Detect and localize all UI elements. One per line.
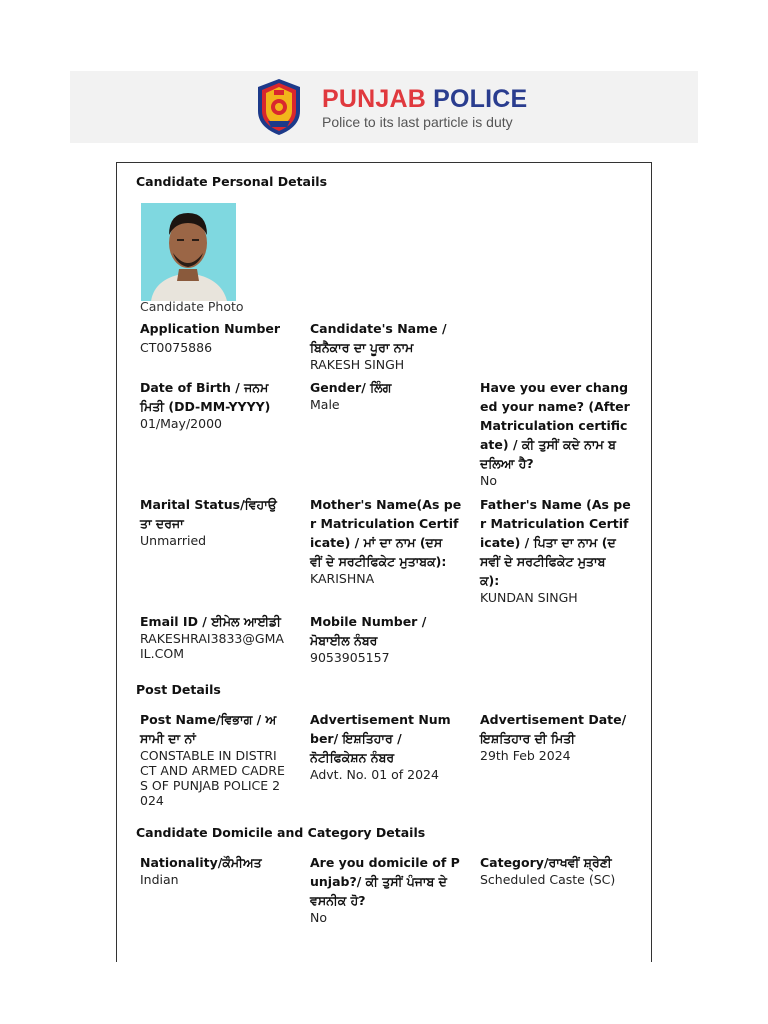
email-label: Email ID / ਈਮੇਲ ਆਈਡੀ	[140, 614, 281, 629]
candidate-photo-image	[141, 203, 236, 301]
mobile-field	[310, 612, 426, 665]
mother-name-label: r Matriculation Certif	[310, 516, 459, 531]
domicile-label: ਵਸਨੀਕ ਹੋ?	[310, 893, 366, 908]
adv-date-value: 29th Feb 2024	[480, 748, 571, 763]
post-name-value: CT AND ARMED CADRE	[140, 763, 285, 778]
father-name-label: Father's Name (As pe	[480, 497, 631, 512]
adv-number-value: Advt. No. 01 of 2024	[310, 767, 439, 782]
nationality-label: Nationality/ਕੌਮੀਅਤ	[140, 855, 262, 870]
mobile-value: 9053905157	[310, 650, 390, 665]
adv-number-label: Advertisement Num	[310, 712, 451, 727]
brand-title-police: POLICE	[433, 85, 528, 113]
post-section-title: Post Details	[136, 682, 221, 697]
mother-name-label: ਵੀਂ ਦੇ ਸਰਟੀਫਿਕੇਟ ਮੁਤਾਬਕ):	[310, 554, 447, 569]
post-name-field	[140, 710, 285, 808]
post-name-value: CONSTABLE IN DISTRI	[140, 748, 277, 763]
application-number-label: Application Number	[140, 321, 281, 336]
gender-label: Gender/ ਲਿੰਗ	[310, 380, 392, 395]
category-value: Scheduled Caste (SC)	[480, 872, 616, 887]
domicile-value: No	[310, 910, 327, 925]
email-value: RAKESHRAI3833@GMA	[140, 631, 284, 646]
father-name-label: r Matriculation Certif	[480, 516, 629, 531]
name-changed-label: Have you ever chang	[480, 380, 629, 395]
adv-number-field	[310, 710, 451, 782]
email-field	[140, 612, 284, 661]
marital-status-value: Unmarried	[140, 533, 207, 548]
post-name-value: S OF PUNJAB POLICE 2	[140, 778, 281, 793]
mobile-label: ਮੋਬਾਈਲ ਨੰਬਰ	[310, 633, 378, 648]
name-changed-label: ed your name? (After	[480, 399, 630, 414]
dob-label: ਮਿਤੀ (DD-MM-YYYY)	[140, 399, 271, 414]
nationality-value: Indian	[140, 872, 179, 887]
brand-title	[322, 85, 527, 114]
name-changed-label: ate) / ਕੀ ਤੁਸੀਂ ਕਦੇ ਨਾਮ ਬ	[480, 437, 616, 452]
category-field	[480, 853, 615, 887]
photo-caption: Candidate Photo	[140, 299, 244, 314]
mother-name-value: KARISHNA	[310, 571, 375, 586]
application-number-value: CT0075886	[140, 340, 213, 355]
nationality-field	[140, 853, 262, 887]
post-name-label: Post Name/ਵਿਭਾਗ / ਅ	[140, 712, 277, 727]
email-value: IL.COM	[140, 646, 184, 661]
marital-status-label: ਤਾ ਦਰਜਾ	[140, 516, 184, 531]
father-name-label: ਸਵੀਂ ਦੇ ਸਰਟੀਫਿਕੇਟ ਮੁਤਾਬ	[480, 554, 606, 569]
name-changed-value: No	[480, 473, 497, 488]
dob-value: 01/May/2000	[140, 416, 222, 431]
gender-field	[310, 378, 391, 412]
name-changed-label: Matriculation certific	[480, 418, 628, 433]
brand-tagline: Police to its last particle is duty	[322, 114, 513, 130]
father-name-value: KUNDAN SINGH	[480, 590, 578, 605]
post-name-label: ਸਾਮੀ ਦਾ ਨਾਂ	[140, 731, 196, 746]
adv-date-label: ਇਸ਼ਤਿਹਾਰ ਦੀ ਮਿਤੀ	[480, 731, 575, 746]
gender-value: Male	[310, 397, 340, 412]
adv-date-field	[480, 710, 626, 763]
adv-number-label: ber/ ਇਸ਼ਤਿਹਾਰ /	[310, 731, 402, 746]
name-changed-field	[480, 378, 630, 488]
candidate-name-label: Candidate's Name /	[310, 321, 447, 336]
father-name-field	[480, 495, 631, 605]
mother-name-label: icate) / ਮਾਂ ਦਾ ਨਾਮ (ਦਸ	[310, 535, 443, 550]
punjab-police-emblem-icon	[254, 77, 304, 137]
domicile-field	[310, 853, 460, 925]
post-name-value: 024	[140, 793, 164, 808]
marital-status-label: Marital Status/ਵਿਹਾਉ	[140, 497, 277, 512]
adv-date-label: Advertisement Date/	[480, 712, 627, 727]
dob-label: Date of Birth / ਜਨਮ	[140, 380, 269, 395]
personal-section-title: Candidate Personal Details	[136, 174, 328, 189]
candidate-photo	[141, 203, 236, 301]
mother-name-label: Mother's Name(As pe	[310, 497, 462, 512]
father-name-label: ਕ):	[480, 573, 500, 588]
candidate-name-field	[310, 319, 447, 372]
dob-field	[140, 378, 270, 431]
candidate-name-value: RAKESH SINGH	[310, 357, 405, 372]
domicile-label: Are you domicile of P	[310, 855, 460, 870]
header-banner	[70, 71, 698, 143]
adv-number-label: ਨੋਟੀਫਿਕੇਸ਼ਨ ਨੰਬਰ	[310, 750, 395, 765]
marital-status-field	[140, 495, 277, 548]
mobile-label: Mobile Number /	[310, 614, 427, 629]
mother-name-field	[310, 495, 461, 586]
domicile-label: unjab?/ ਕੀ ਤੁਸੀਂ ਪੰਜਾਬ ਦੇ	[310, 874, 447, 889]
candidate-name-label: ਬਿਨੈਕਾਰ ਦਾ ਪੂਰਾ ਨਾਮ	[310, 340, 414, 355]
brand-title-punjab: PUNJAB	[322, 85, 426, 113]
category-label: Category/ਰਾਖਵੀਂ ਸ਼੍ਰੇਣੀ	[480, 855, 612, 870]
domicile-section-title: Candidate Domicile and Category Details	[136, 825, 426, 840]
father-name-label: icate) / ਪਿਤਾ ਦਾ ਨਾਮ (ਦ	[480, 535, 616, 550]
application-card	[116, 162, 652, 962]
name-changed-label: ਦਲਿਆ ਹੈ?	[480, 456, 534, 471]
